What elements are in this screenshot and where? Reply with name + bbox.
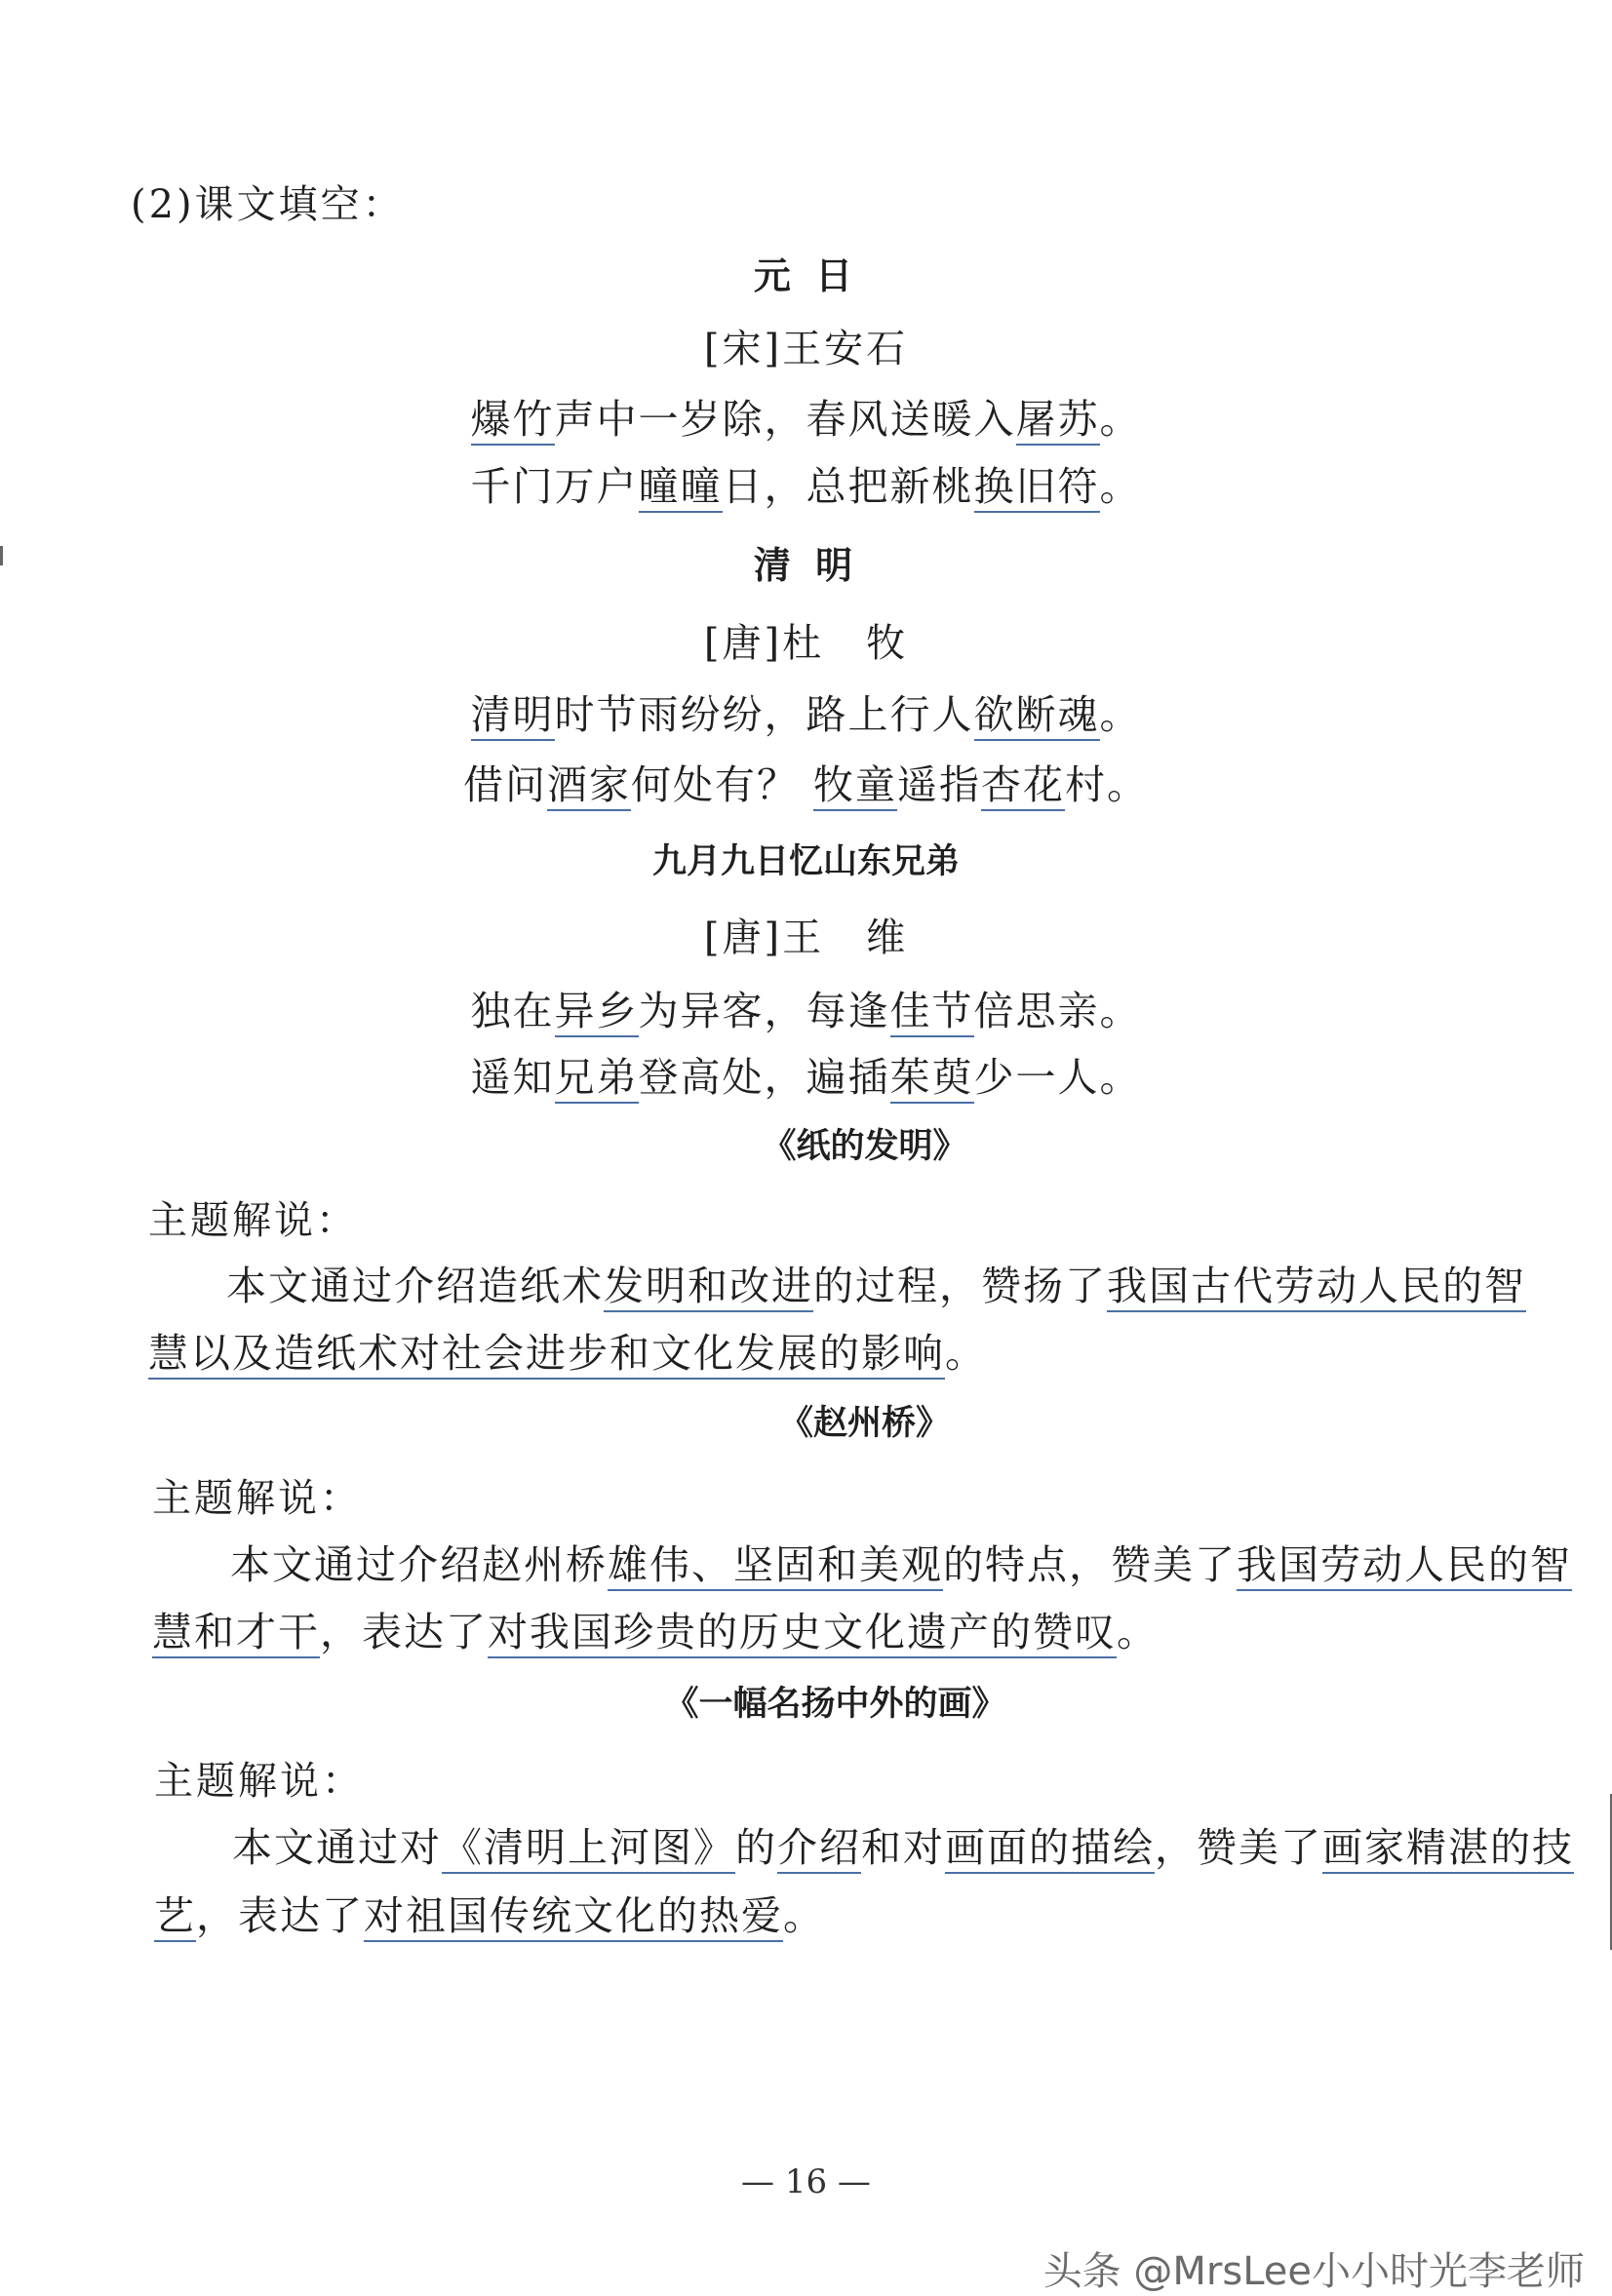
answer-text: 画面的描绘: [945, 1824, 1155, 1874]
theme-paragraph-line: [154, 1884, 825, 1941]
answer-text: 兄弟: [555, 1054, 639, 1104]
answer-text: 对我国珍贵的历史文化遗产的赞叹: [488, 1609, 1117, 1658]
theme-paragraph-line: [232, 1815, 1574, 1873]
answer-text: 屠苏: [1016, 396, 1100, 446]
text-segment: 倍思亲。: [973, 988, 1142, 1034]
text-segment: 本文通过对: [232, 1824, 442, 1871]
fill-heading: (2)课文填空：: [131, 182, 405, 227]
text-segment: 日，总把新桃: [722, 463, 974, 510]
poem-title: 九月九日忆山东兄弟: [651, 842, 960, 881]
answer-text: 介绍: [777, 1824, 861, 1874]
poem-line: [0, 682, 1612, 740]
text-segment: 遥知: [470, 1054, 555, 1101]
answer-text: 异乡: [555, 988, 639, 1037]
text-segment: 何处有？: [630, 761, 814, 808]
theme-label: 主题解说：: [154, 1759, 364, 1804]
text-segment: 遥指: [897, 761, 982, 808]
text-segment: 借问: [462, 761, 547, 808]
answer-text: 爆竹: [471, 396, 555, 446]
answer-text: 旧符: [1016, 463, 1100, 513]
text-segment: 。: [1099, 463, 1142, 510]
article-title: 《赵州桥》: [778, 1404, 950, 1443]
text-segment: 。: [1117, 1609, 1159, 1655]
text-segment: ，表达了: [196, 1892, 364, 1939]
theme-label: 主题解说：: [148, 1198, 358, 1243]
answer-text: 茱萸: [890, 1054, 974, 1104]
poem-line: [0, 387, 1612, 445]
text-segment: 登高处，遍插: [638, 1054, 890, 1101]
theme-paragraph-line: [152, 1600, 1159, 1657]
text-segment: 本文通过介绍赵州桥: [230, 1541, 608, 1588]
answer-text: 换: [974, 463, 1016, 513]
poem-author: [唐]杜 牧: [703, 621, 909, 666]
page-number: — 16 —: [741, 2162, 871, 2201]
text-segment: 声中一岁除，春风送暖入: [554, 396, 1016, 443]
answer-text: 我国劳动人民的智: [1237, 1541, 1572, 1591]
answer-text: 清明: [471, 691, 555, 741]
answer-text: 对祖国传统文化的热爱: [364, 1892, 783, 1942]
article-title: 《一幅名扬中外的画》: [664, 1685, 1006, 1724]
answer-text: 曈曈: [639, 463, 723, 513]
article-title: 《纸的发明》: [762, 1127, 967, 1166]
answer-text: 欲断魂: [974, 691, 1100, 741]
scan-edge-mark: [0, 546, 3, 565]
theme-paragraph-line: [148, 1321, 987, 1379]
answer-text: 画家精湛的技: [1322, 1824, 1574, 1874]
poem-line: [0, 753, 1612, 810]
text-segment: 独在: [470, 988, 555, 1034]
text-segment: 为异客，每逢: [638, 988, 890, 1034]
text-segment: 和对: [861, 1824, 945, 1871]
text-segment: 村。: [1065, 761, 1150, 808]
poem-line: [0, 1045, 1612, 1103]
answer-text: 慧以及造纸术对社会进步和文化发展的影响: [148, 1330, 945, 1380]
text-segment: 。: [1099, 691, 1142, 738]
text-segment: 本文通过介绍造纸术: [226, 1263, 604, 1309]
text-segment: 的过程，赞扬了: [813, 1263, 1107, 1309]
answer-text: 酒家: [547, 761, 631, 811]
poem-title: 元 日: [753, 254, 859, 297]
text-segment: ，赞美了: [1155, 1824, 1322, 1871]
answer-text: 雄伟、坚固和美观: [608, 1541, 943, 1591]
text-segment: 的: [735, 1824, 777, 1871]
theme-label: 主题解说：: [152, 1476, 362, 1521]
answer-text: 杏花: [981, 761, 1065, 811]
answer-text: 佳节: [890, 988, 974, 1037]
poem-title: 清 明: [753, 544, 859, 587]
answer-text: 《清明上河图》: [442, 1824, 735, 1874]
theme-paragraph-line: [230, 1533, 1572, 1590]
answer-text: 慧和才干: [152, 1609, 320, 1658]
text-segment: 千门万户: [470, 463, 639, 510]
poem-author: [唐]王 维: [703, 915, 909, 960]
text-segment: 。: [945, 1330, 987, 1377]
text-segment: 的特点，赞美了: [943, 1541, 1237, 1588]
answer-text: 我国古代劳动人民的智: [1107, 1263, 1526, 1312]
text-segment: ，表达了: [320, 1609, 488, 1655]
text-segment: 。: [1099, 396, 1142, 443]
poem-line: [0, 454, 1612, 512]
poem-author: [宋]王安石: [703, 327, 909, 371]
answer-text: 艺: [154, 1892, 196, 1942]
text-segment: 时节雨纷纷，路上行人: [554, 691, 974, 738]
poem-line: [0, 979, 1612, 1036]
theme-paragraph-line: [226, 1254, 1526, 1311]
text-segment: 少一人。: [973, 1054, 1142, 1101]
answer-text: 牧童: [813, 761, 897, 811]
answer-text: 发明和改进: [604, 1263, 813, 1312]
text-segment: 。: [783, 1892, 825, 1939]
source-watermark: 头条 @MrsLee小小时光李老师: [1042, 2249, 1585, 2294]
